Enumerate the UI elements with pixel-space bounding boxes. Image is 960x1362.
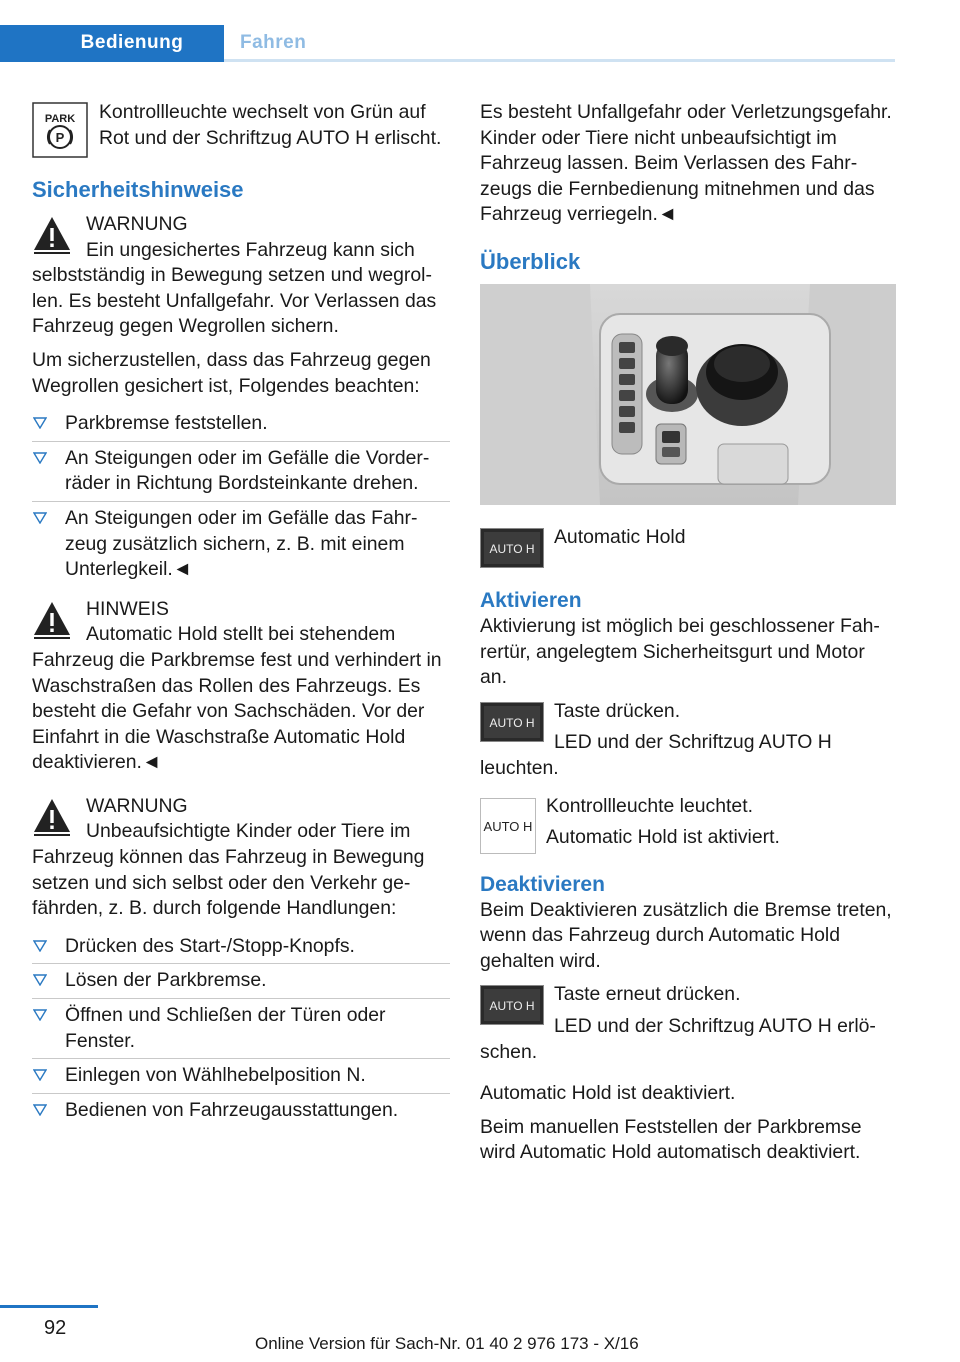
park-brake-icon bbox=[32, 102, 88, 158]
park-indicator-block bbox=[32, 100, 450, 162]
deactivate-step bbox=[480, 982, 896, 1065]
indicator-text: Kontrollleuchte leuchtet. bbox=[546, 794, 753, 817]
footer-accent-line bbox=[0, 1305, 98, 1308]
activated-text: Automatic Hold ist aktiviert. bbox=[546, 826, 780, 849]
list-item-text: Einlegen von Wählhebelposition N. bbox=[65, 1064, 366, 1087]
right-column bbox=[480, 100, 896, 1174]
auto-h-button-label: AUTO H bbox=[489, 999, 535, 1014]
warning-2-text: Unbeaufsichtigte Kinder oder Tiere im Fahrzeug können das Fahrzeug in Bewegung setzen und sich selbst oder den Verkehr gefährden, z. B. durch folgende Handlungen: bbox=[32, 820, 425, 920]
page-number: 92 bbox=[44, 1317, 67, 1339]
deactivate-heading: Deaktivieren bbox=[480, 872, 605, 896]
tab-bedienung-label: Bedienung bbox=[80, 32, 184, 53]
list-item-text: Drücken des Start-/Stopp-Knopfs. bbox=[65, 934, 355, 957]
warning-triangle-icon bbox=[32, 214, 72, 256]
triangle-bullet-icon bbox=[33, 417, 47, 429]
list-item bbox=[32, 1059, 450, 1094]
led-off-text: LED und der Schriftzug AUTO H erlöschen. bbox=[480, 1014, 876, 1063]
safety-heading: Sicherheitshinweise bbox=[32, 177, 244, 202]
auto-h-indicator-icon bbox=[480, 798, 536, 854]
auto-h-button-label: AUTO H bbox=[489, 715, 535, 730]
activate-heading: Aktivieren bbox=[480, 588, 582, 612]
indicator-step bbox=[480, 794, 896, 860]
overview-button-line bbox=[480, 525, 896, 574]
activate-text: Aktivierung ist möglich bei geschlossener Fahrertür, angelegtem Sicherheitsgurt und Motor an. bbox=[480, 614, 880, 689]
triangle-bullet-icon bbox=[33, 940, 47, 952]
triangle-bullet-icon bbox=[33, 512, 47, 524]
triangle-bullet-icon bbox=[33, 1104, 47, 1116]
list-item bbox=[32, 442, 450, 502]
warning-block-2 bbox=[32, 794, 450, 922]
park-icon-label: PARK bbox=[44, 113, 76, 125]
secure-intro: Um sicherzustellen, dass das Fahrzeug gegen Wegrollen gesichert ist, Folgendes beachten: bbox=[32, 348, 431, 397]
list-item bbox=[32, 407, 450, 442]
warning-1-label: WARNUNG bbox=[86, 213, 188, 235]
notice-label: HINWEIS bbox=[86, 597, 169, 620]
list-item-text: Öffnen und Schließen der Türen oder Fenster. bbox=[65, 1004, 386, 1052]
auto-h-button-icon bbox=[480, 528, 544, 568]
tab-bedienung[interactable] bbox=[0, 25, 224, 62]
header-tabbar bbox=[0, 25, 895, 62]
notice-block bbox=[32, 597, 450, 776]
deactivated-text: Automatic Hold ist deaktiviert. bbox=[480, 1082, 736, 1105]
triangle-bullet-icon bbox=[33, 1009, 47, 1021]
activate-step bbox=[480, 699, 896, 782]
actions-list bbox=[32, 930, 450, 1128]
auto-h-indicator-label: AUTO H bbox=[483, 818, 533, 834]
list-item bbox=[32, 930, 450, 965]
center-console-photo bbox=[480, 284, 896, 505]
triangle-bullet-icon bbox=[33, 1069, 47, 1081]
warning-triangle-icon bbox=[32, 599, 72, 641]
tab-fahren[interactable] bbox=[240, 32, 306, 54]
list-item bbox=[32, 502, 450, 587]
left-column bbox=[32, 100, 450, 1127]
park-indicator-text: Kontrollleuchte wechselt von Grün auf Rot und der Schriftzug AUTO H erlischt. bbox=[99, 101, 442, 149]
notice-text: Automatic Hold stellt bei stehendem Fahrzeug die Parkbremse fest und verhindert in Waschstraßen das Rollen des Fahrzeugs. Es besteht die Gefahr von Sachschäden. Vor der Einfahrt in die Waschstraße Automatic Hold deaktivieren.◄ bbox=[32, 623, 442, 774]
svg-text:P: P bbox=[55, 130, 65, 145]
list-item bbox=[32, 999, 450, 1059]
list-item-text: An Steigungen oder im Gefälle die Vorderräder in Richtung Bordsteinkante drehen. bbox=[65, 446, 430, 495]
list-item bbox=[32, 964, 450, 999]
warning-2-label: WARNUNG bbox=[86, 794, 188, 817]
deactivate-text: Beim Deaktivieren zusätzlich die Bremse treten, wenn das Fahrzeug durch Automatic Hold gehalten wird. bbox=[480, 898, 892, 972]
triangle-bullet-icon bbox=[33, 974, 47, 986]
list-item-text: Parkbremse feststellen. bbox=[65, 412, 268, 435]
press-text: Taste drücken. bbox=[554, 699, 681, 722]
warning-triangle-icon bbox=[32, 796, 72, 838]
triangle-bullet-icon bbox=[33, 452, 47, 464]
list-item-text: An Steigungen oder im Gefälle das Fahrzeug zusätzlich sichern, z. B. mit einem Unterlegkeil.◄ bbox=[65, 506, 418, 581]
press-again-text: Taste erneut drücken. bbox=[554, 983, 741, 1006]
overview-caption: Automatic Hold bbox=[554, 525, 686, 548]
led-on-text: LED und der Schriftzug AUTO H leuchten. bbox=[480, 731, 832, 779]
auto-h-button-icon bbox=[480, 702, 544, 742]
tab-fahren-label: Fahren bbox=[240, 32, 307, 53]
list-item bbox=[32, 1094, 450, 1128]
auto-h-button-label: AUTO H bbox=[489, 541, 535, 556]
manual-text: Beim manuellen Feststellen der Parkbremse wird Automatic Hold automatisch deaktiviert. bbox=[480, 1115, 862, 1164]
online-version-text: Online Version für Sach-Nr. 01 40 2 976 173 - X/16 bbox=[255, 1334, 639, 1353]
list-item-text: Lösen der Parkbremse. bbox=[65, 969, 267, 992]
continued-warning-text: Es besteht Unfallgefahr oder Verletzungsgefahr. Kinder oder Tiere nicht unbeaufsichtigt im Fahrzeug lassen. Beim Verlassen des Fahrzeugs die Fernbedienung mitnehmen und das Fahrzeug verriegeln.◄ bbox=[480, 101, 892, 226]
auto-h-button-icon bbox=[480, 985, 544, 1025]
secure-list bbox=[32, 407, 450, 587]
overview-heading: Überblick bbox=[480, 248, 581, 274]
warning-block-1 bbox=[32, 212, 450, 340]
list-item-text: Bedienen von Fahrzeugausstattungen. bbox=[65, 1098, 399, 1121]
warning-1-text: Ein ungesichertes Fahrzeug kann sich selbstständig in Bewegung setzen und wegrollen. Es besteht Unfallgefahr. Vor Verlassen das Fahrzeug gegen Wegrollen sichern. bbox=[32, 238, 437, 338]
